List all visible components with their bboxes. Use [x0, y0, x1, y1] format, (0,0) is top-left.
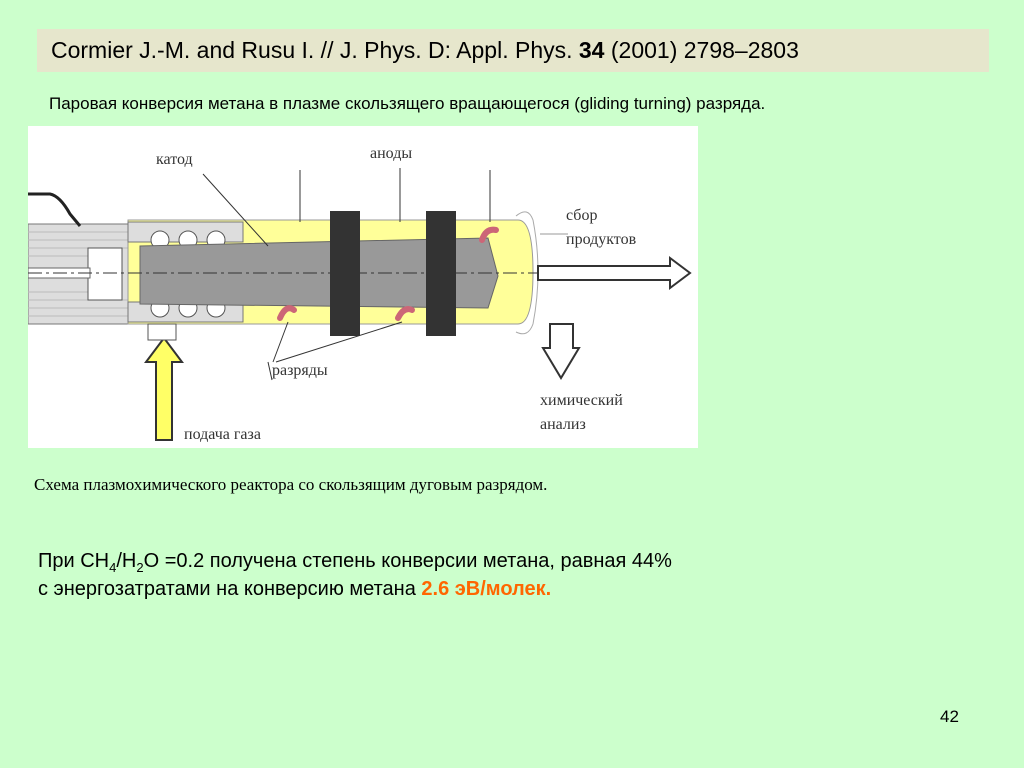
output-arrow-icon	[538, 258, 690, 288]
subscript-4: 4	[109, 560, 117, 575]
anode-2	[426, 211, 456, 336]
label-discharges: разряды	[272, 362, 328, 379]
reactor-diagram	[28, 126, 698, 448]
result-line-2	[38, 575, 672, 603]
label-chemical-1: химический	[540, 392, 623, 409]
subscript-2: 2	[136, 560, 144, 575]
energy-highlight: 2.6 эВ/молек.	[421, 578, 552, 600]
result-slash: /H	[116, 550, 137, 572]
result-line2-prefix: с энергозатратами на конверсию метана	[38, 578, 422, 600]
label-chemical-2: анализ	[540, 416, 586, 433]
citation-volume: 34	[578, 37, 605, 63]
label-collection-1: сбор	[566, 207, 598, 224]
result-line-1	[38, 547, 672, 575]
anode-1	[330, 211, 360, 336]
citation-bar	[37, 29, 989, 72]
gas-feed-arrow-icon	[146, 338, 182, 440]
label-gas-feed: подача газа	[184, 426, 261, 443]
insulator-bushing	[88, 248, 122, 300]
result-text	[38, 547, 672, 603]
citation-authors: Cormier J.-M. and Rusu I. // J. Phys. D: Appl. Phys.	[51, 37, 573, 63]
figure-caption: Схема плазмохимического реактора со скользящим дуговым разрядом.	[34, 475, 548, 494]
analysis-arrow-icon	[543, 324, 579, 378]
result-suffix: O =0.2 получена степень конверсии метана, равная 44%	[143, 550, 672, 572]
label-collection-2: продуктов	[566, 231, 637, 248]
page-number: 42	[940, 707, 959, 726]
cable	[28, 194, 80, 226]
label-anodes: аноды	[370, 145, 413, 162]
result-prefix: При CH	[38, 550, 110, 572]
citation-pages: (2001) 2798–2803	[610, 37, 799, 63]
label-cathode: катод	[156, 151, 193, 168]
reactor-schematic	[28, 126, 698, 448]
slide-subtitle: Паровая конверсия метана в плазме скользящего вращающегося (gliding turning) разряда.	[49, 94, 766, 113]
gas-inlet	[148, 324, 176, 340]
